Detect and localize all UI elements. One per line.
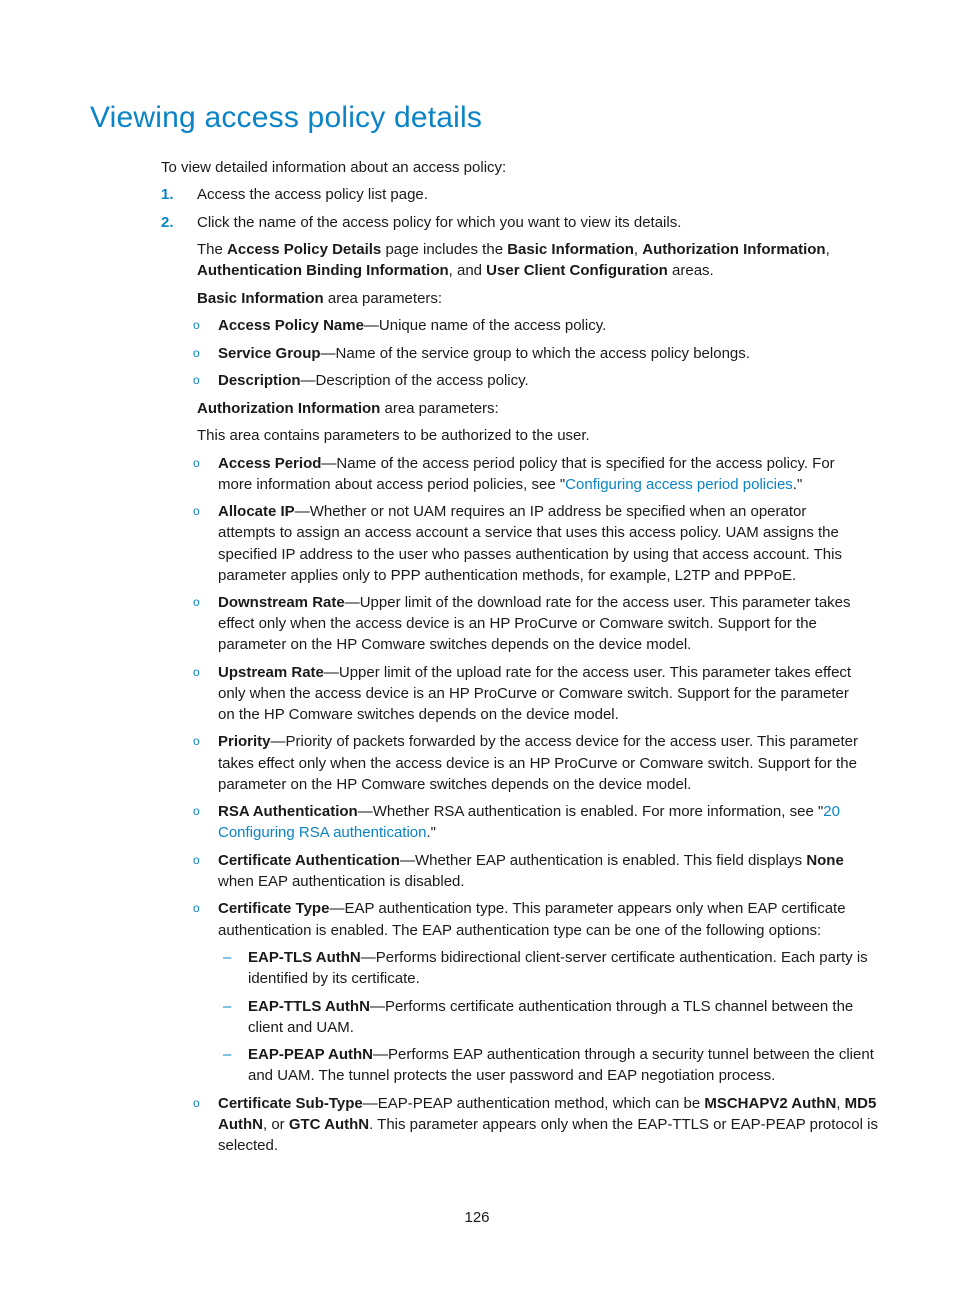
list-item-line: parameter on the HP Comware switches depends on the device model. bbox=[218, 776, 692, 793]
authorization-intro: This area contains parameters to be authorized to the user. bbox=[197, 427, 590, 444]
dash-icon: – bbox=[223, 1046, 232, 1063]
list-item: Service Group—Name of the service group to which the access policy belongs. bbox=[218, 345, 750, 362]
intro-text: To view detailed information about an access policy: bbox=[161, 159, 507, 176]
list-item: Certificate Sub-Type—EAP-PEAP authentication method, which can be MSCHAPV2 AuthN, MD5 bbox=[218, 1095, 877, 1112]
step-text: Access the access policy list page. bbox=[197, 186, 428, 203]
list-item-line: authentication is enabled. The EAP authentication type can be one of the following options: bbox=[218, 922, 822, 939]
details-paragraph-line: The Access Policy Details page includes the Basic Information, Authorization Information, bbox=[197, 241, 830, 258]
bullet-icon: o bbox=[193, 734, 200, 748]
list-item-line: AuthN, or GTC AuthN. This parameter appears only when the EAP-TTLS or EAP-PEAP protocol is bbox=[218, 1116, 878, 1133]
list-item-line: takes effect only when the access device is an HP ProCurve or Comware switch. Support for the bbox=[218, 755, 857, 772]
list-item: Allocate IP—Whether or not UAM requires an IP address be specified when an operator bbox=[218, 503, 807, 520]
bullet-icon: o bbox=[193, 1096, 200, 1110]
list-item-line: when EAP authentication is disabled. bbox=[218, 873, 465, 890]
list-item-line: on the HP Comware switches depends on the device model. bbox=[218, 706, 619, 723]
list-item: Description—Description of the access policy. bbox=[218, 372, 529, 389]
sub-list-item-line: client and UAM. bbox=[248, 1019, 354, 1036]
list-item-line: effect only when the access device is an HP ProCurve or Comware switch. Support for the bbox=[218, 615, 817, 632]
bullet-icon: o bbox=[193, 853, 200, 867]
list-item-line: specified IP address to the user who passes authentication by using that access account. This bbox=[218, 546, 842, 563]
bullet-icon: o bbox=[193, 665, 200, 679]
step-text: Click the name of the access policy for which you want to view its details. bbox=[197, 214, 682, 231]
page-title: Viewing access policy details bbox=[90, 101, 483, 134]
rsa-link[interactable]: Configuring RSA authentication bbox=[218, 824, 427, 841]
sub-list-item: EAP-TLS AuthN—Performs bidirectional client-server certificate authentication. Each party is bbox=[248, 949, 868, 966]
sub-list-item: EAP-TTLS AuthN—Performs certificate authentication through a TLS channel between the bbox=[248, 998, 854, 1015]
rsa-section-link[interactable]: 20 bbox=[823, 803, 840, 820]
access-period-link[interactable]: Configuring access period policies bbox=[565, 476, 793, 493]
list-item: RSA Authentication—Whether RSA authentication is enabled. For more information, see "20 bbox=[218, 803, 840, 820]
list-item-line: parameter on the HP Comware switches depends on the device model. bbox=[218, 636, 692, 653]
list-item-line: more information about access period policies, see "Configuring access period policies." bbox=[218, 476, 803, 493]
list-item-line: only when the access device is an HP ProCurve or Comware switch. Support for the parameter bbox=[218, 685, 849, 702]
list-item-line: selected. bbox=[218, 1137, 279, 1154]
list-item: Access Period—Name of the access period policy that is specified for the access policy. For bbox=[218, 455, 835, 472]
bullet-icon: o bbox=[193, 318, 200, 332]
list-item: Upstream Rate—Upper limit of the upload rate for the access user. This parameter takes effect bbox=[218, 664, 852, 681]
dash-icon: – bbox=[223, 949, 232, 966]
bullet-icon: o bbox=[193, 456, 200, 470]
bullet-icon: o bbox=[193, 346, 200, 360]
bullet-icon: o bbox=[193, 373, 200, 387]
bullet-icon: o bbox=[193, 901, 200, 915]
basic-info-heading: Basic Information area parameters: bbox=[197, 290, 443, 307]
details-paragraph-line: Authentication Binding Information, and User Client Configuration areas. bbox=[197, 262, 714, 279]
sub-list-item-line: identified by its certificate. bbox=[248, 970, 420, 987]
dash-icon: – bbox=[223, 998, 232, 1015]
bullet-icon: o bbox=[193, 804, 200, 818]
list-item-line: parameter applies only to PPP authentication methods, for example, L2TP and PPPoE. bbox=[218, 567, 797, 584]
page-number: 126 bbox=[464, 1209, 490, 1226]
list-item-line: Configuring RSA authentication." bbox=[218, 824, 436, 841]
step-number: 1. bbox=[161, 186, 174, 203]
list-item: Certificate Type—EAP authentication type. This parameter appears only when EAP certificate bbox=[218, 900, 846, 917]
list-item: Priority—Priority of packets forwarded by the access device for the access user. This parameter bbox=[218, 733, 858, 750]
list-item-line: attempts to assign an access account a service that uses this access policy. UAM assigns the bbox=[218, 524, 839, 541]
list-item: Access Policy Name—Unique name of the access policy. bbox=[218, 317, 607, 334]
list-item: Downstream Rate—Upper limit of the download rate for the access user. This parameter takes bbox=[218, 594, 851, 611]
sub-list-item-line: and UAM. The tunnel protects the user password and EAP negotiation process. bbox=[248, 1067, 776, 1084]
sub-list-item: EAP-PEAP AuthN—Performs EAP authentication through a security tunnel between the client bbox=[248, 1046, 874, 1063]
authorization-heading: Authorization Information area parameters: bbox=[197, 400, 499, 417]
list-item: Certificate Authentication—Whether EAP authentication is enabled. This field displays None bbox=[218, 852, 844, 869]
step-number: 2. bbox=[161, 214, 174, 231]
bullet-icon: o bbox=[193, 595, 200, 609]
bullet-icon: o bbox=[193, 504, 200, 518]
